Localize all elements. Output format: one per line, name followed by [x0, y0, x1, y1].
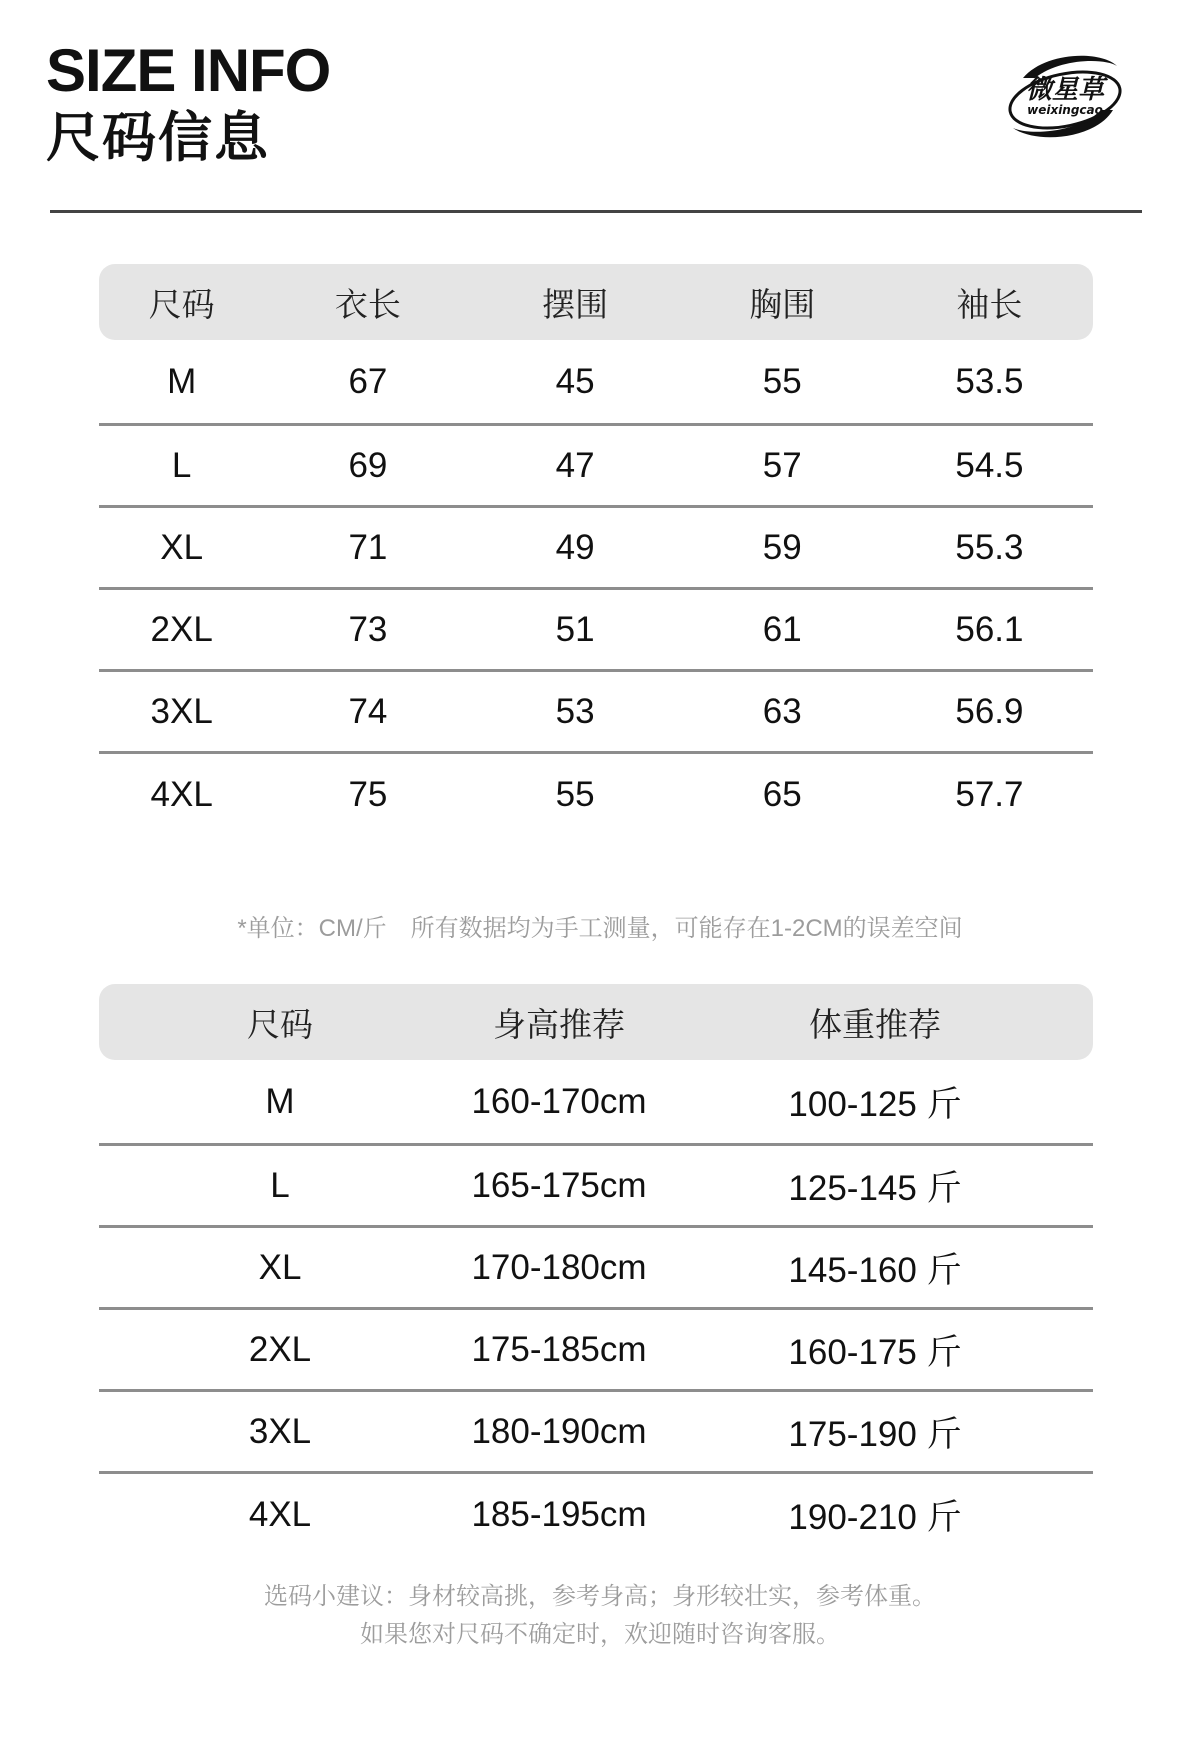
table-cell: 53.5: [955, 361, 1024, 401]
table-row: [99, 340, 1093, 426]
unit-note: *单位：CM/斤 所有数据均为手工测量，可能存在1-2CM的误差空间: [237, 915, 963, 942]
table-cell: 67: [348, 361, 388, 401]
table-cell: 55.3: [955, 527, 1024, 567]
table-cell: 2XL: [150, 609, 213, 649]
tip-line-2: 如果您对尺码不确定时，欢迎随时咨询客服。: [360, 1621, 840, 1648]
table-cell: 47: [555, 445, 595, 485]
header-cell-height: 身高推荐: [493, 1005, 625, 1043]
table-row: [99, 1474, 1093, 1556]
table-cell: 160-170cm: [471, 1081, 647, 1121]
table-cell: 75: [348, 775, 388, 814]
table-cell: 57.7: [955, 775, 1024, 814]
table-cell: 53: [555, 691, 595, 731]
header-cell-length: 衣长: [334, 285, 401, 323]
size-table-header: [99, 264, 1093, 340]
table-cell: 145-160 斤: [788, 1250, 962, 1290]
table-cell: 56.1: [955, 609, 1024, 649]
table-cell: 4XL: [150, 775, 213, 814]
table-cell: 170-180cm: [471, 1247, 647, 1287]
header-divider: [50, 210, 1142, 213]
table-cell: 125-145 斤: [788, 1168, 962, 1208]
title-cn: 尺码信息: [46, 108, 270, 168]
table-cell: 175-185cm: [471, 1329, 647, 1369]
table-cell: M: [265, 1081, 295, 1121]
table-cell: 55: [555, 775, 595, 814]
table-cell: 190-210 斤: [788, 1498, 962, 1537]
table-row: [99, 1310, 1093, 1392]
tip-line-1: 选码小建议：身材较高挑，参考身高；身形较壮实，参考体重。: [264, 1583, 936, 1610]
table-cell: 54.5: [955, 445, 1024, 485]
table-cell: 49: [555, 527, 595, 567]
table-cell: 3XL: [150, 691, 213, 731]
table-cell: 71: [348, 527, 388, 567]
table-cell: 2XL: [248, 1329, 312, 1369]
table-cell: 4XL: [248, 1495, 312, 1534]
table-row: [99, 1392, 1093, 1474]
table-cell: 55: [762, 361, 802, 401]
table-cell: 51: [555, 609, 595, 649]
table-cell: 165-175cm: [471, 1165, 647, 1205]
brand-logo-icon: [1005, 48, 1125, 148]
table-row: [99, 1060, 1093, 1146]
table-cell: L: [171, 445, 192, 485]
table-row: [99, 508, 1093, 590]
table-cell: M: [167, 361, 197, 401]
table-cell: 185-195cm: [471, 1495, 647, 1534]
table-row: [99, 1228, 1093, 1310]
svg-text:微星草: 微星草: [1025, 75, 1105, 105]
table-cell: 45: [555, 361, 595, 401]
brand-logo: [1005, 48, 1125, 148]
table-row: [99, 754, 1093, 836]
table-cell: 61: [762, 609, 802, 649]
table-cell: 63: [762, 691, 802, 731]
table-cell: 3XL: [248, 1411, 312, 1451]
recommend-table: [99, 984, 1093, 1556]
table-cell: 175-190 斤: [788, 1414, 962, 1454]
table-cell: 59: [762, 527, 802, 567]
table-cell: 56.9: [955, 691, 1024, 731]
table-row: [99, 590, 1093, 672]
header-cell-hem: 摆围: [542, 285, 609, 323]
table-cell: XL: [160, 527, 204, 567]
header-cell-sleeve: 袖长: [956, 285, 1023, 323]
header-cell-size: 尺码: [247, 1005, 313, 1043]
table-row: [99, 426, 1093, 508]
table-cell: 57: [762, 445, 802, 485]
table-cell: 65: [762, 775, 802, 814]
table-cell: 74: [348, 691, 388, 731]
table-cell: XL: [258, 1247, 302, 1287]
table-row: [99, 1146, 1093, 1228]
recommend-table-header: [99, 984, 1093, 1060]
table-cell: 180-190cm: [471, 1411, 647, 1451]
header-cell-chest: 胸围: [749, 285, 816, 323]
title-en: SIZE INFO: [46, 37, 331, 104]
table-cell: 160-175 斤: [788, 1332, 962, 1372]
header-cell-weight: 体重推荐: [809, 1005, 941, 1043]
table-cell: 73: [348, 609, 388, 649]
header-cell-size: 尺码: [148, 285, 215, 323]
table-cell: 69: [348, 445, 388, 485]
table-cell: L: [270, 1165, 290, 1205]
table-row: [99, 672, 1093, 754]
svg-text:weixingcao: weixingcao: [1027, 103, 1103, 117]
table-cell: 100-125 斤: [788, 1084, 962, 1124]
size-table: [99, 264, 1093, 836]
